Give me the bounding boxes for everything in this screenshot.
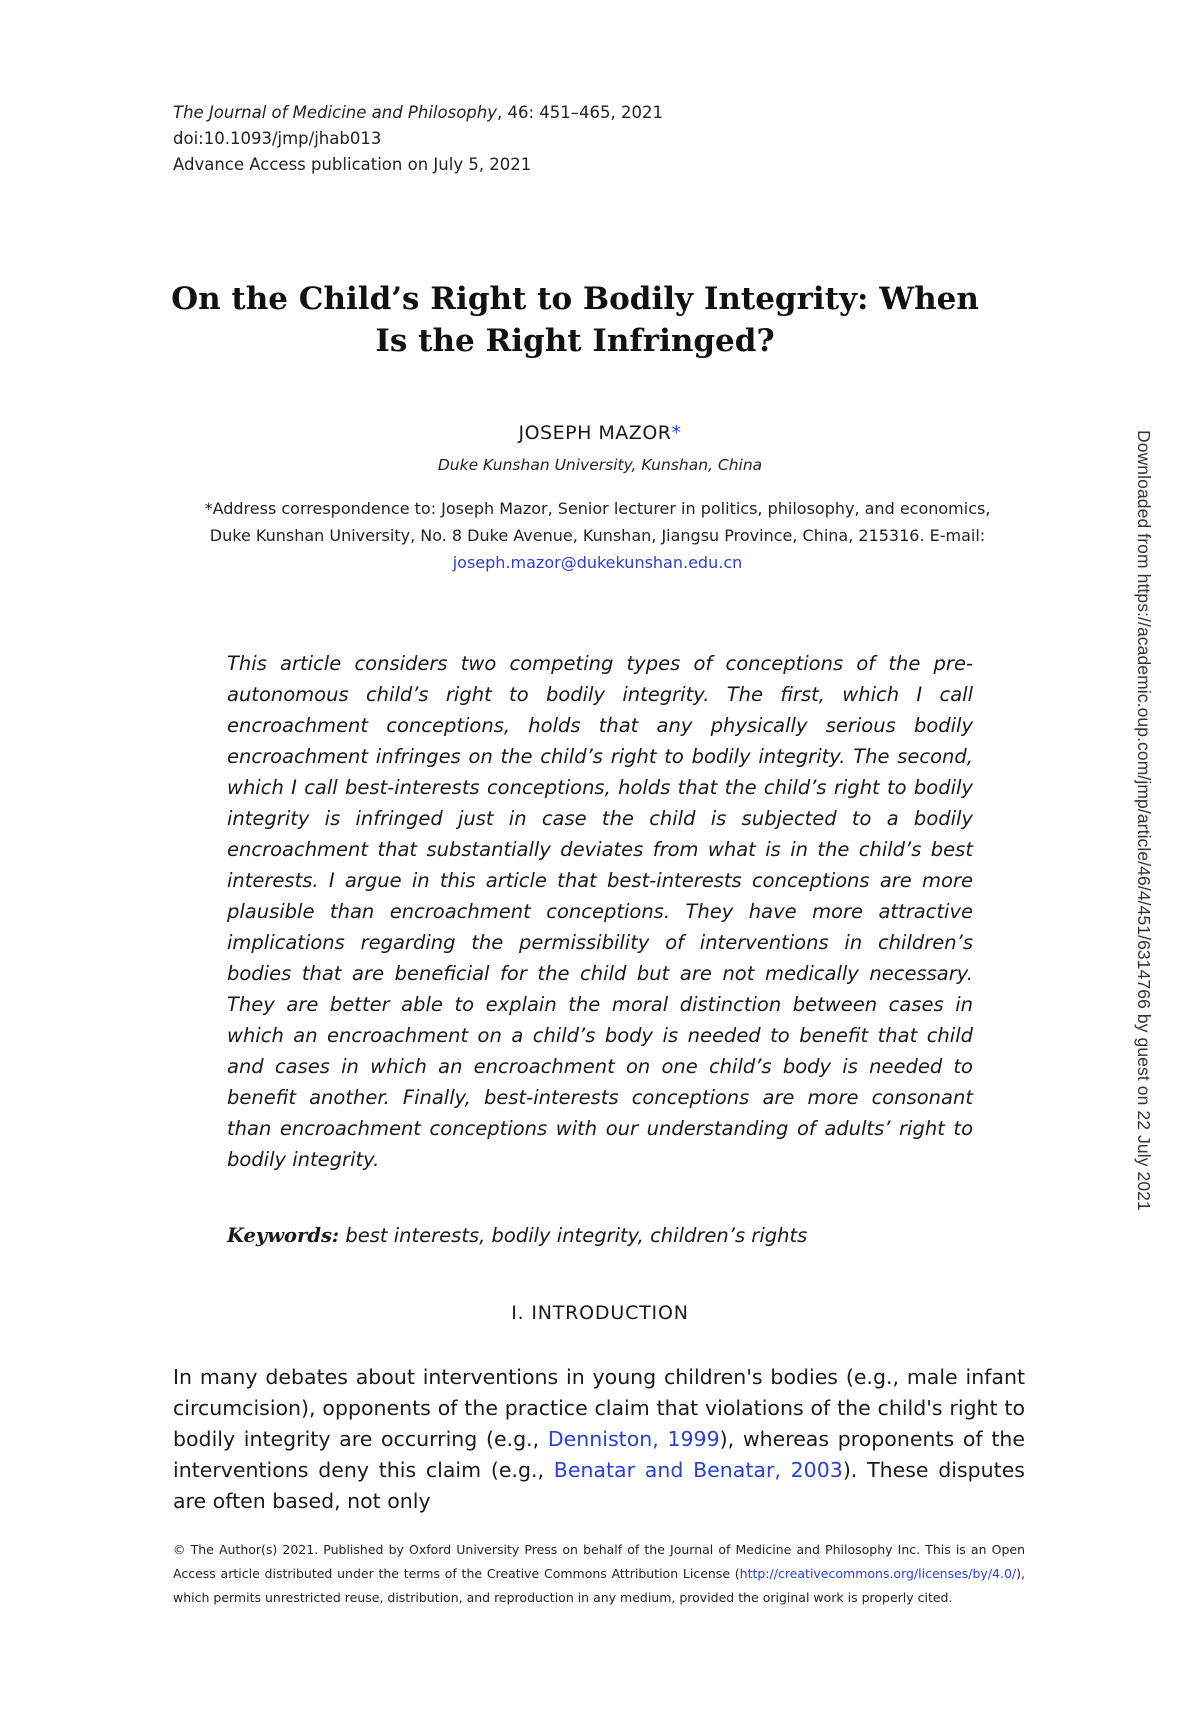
journal-doi: doi:10.1093/jmp/jhab013: [173, 129, 382, 148]
abstract-text: This article considers two competing types of conceptions of the pre-autonomous child’s right to bodily integrity. The first, which I call encroachment conceptions, holds that any physically serious bodily encroachment infringes on the child’s right to bodily integrity. The second, which I call best-interests conceptions, holds that the child’s right to bodily integrity is infringed just in case the child is subjected to a bodily encroachment that substantially deviates from what is in the child’s best interests. I argue in this article that best-interests conceptions are more plausible than encroachment conceptions. They have more attractive implications regarding the permissibility of interventions in children’s bodies that are beneficial for the child but are not medically necessary. They are better able to explain the moral distinction between cases in which an encroachment on a child’s body is needed to benefit that child and cases in which an encroachment on one child’s body is needed to benefit another. Finally, best-interests conceptions are more consonant than encroachment conceptions with our understanding of adults’ right to bodily integrity.: [227, 652, 973, 1171]
author-affiliation: Duke Kunshan University, Kunshan, China: [437, 456, 763, 474]
intro-text-2: ), whereas proponents of the interventions deny this claim (e.g.,: [173, 1427, 1025, 1482]
section-heading-introduction: I. INTRODUCTION: [511, 1302, 689, 1324]
license-link[interactable]: http://creativecommons.org/licenses/by/4.0/: [739, 1566, 1017, 1581]
journal-header: [173, 100, 663, 178]
keywords-label: Keywords:: [227, 1224, 340, 1247]
journal-name: The Journal of Medicine and Philosophy: [173, 103, 497, 122]
download-notice: Downloaded from https://academic.oup.com/jmp/article/46/4/451/6314766 by guest on 22 July 2021: [1134, 430, 1154, 1211]
author-footnote-mark[interactable]: *: [671, 422, 682, 444]
keywords-list: best interests, bodily integrity, children’s rights: [345, 1224, 808, 1247]
citation-link-benatar[interactable]: Benatar and Benatar, 2003: [553, 1458, 843, 1482]
journal-citation: , 46: 451–465, 2021: [496, 103, 663, 122]
copyright-footnote: [173, 1538, 1025, 1610]
intro-text-1: In many debates about interventions in young children's bodies (e.g., male infant circumcision), opponents of the practice claim that violations of the child's right to bodily integrity are occurring (e.g.,: [173, 1365, 1025, 1451]
download-sidebar: [1128, 430, 1158, 1280]
keywords-line: [227, 1224, 987, 1247]
footnote-text-1: © The Author(s) 2021. Published by Oxford University Press on behalf of the Journal of Medicine and Philosophy Inc. This is an Open Access article distributed under the terms of the Creative Commons Attribution License (: [173, 1542, 1025, 1581]
journal-citation-line: [173, 100, 663, 126]
advance-access-line: Advance Access publication on July 5, 2021: [173, 155, 532, 174]
citation-link-denniston[interactable]: Denniston, 1999: [547, 1427, 720, 1451]
email-link[interactable]: joseph.mazor@dukekunshan.edu.cn: [452, 553, 743, 572]
correspondence-text: *Address correspondence to: Joseph Mazor, Senior lecturer in politics, philosophy, and economics, Duke Kunshan University, No. 8 Duke Avenue, Kunshan, Jiangsu Province, China, 215316. E-mail:: [204, 499, 991, 545]
intro-text-3: ). These disputes are often based, not only: [173, 1458, 1025, 1513]
correspondence-note: [190, 495, 1005, 576]
footnote-text-2: ), which permits unrestricted reuse, distribution, and reproduction in any medium, provided the original work is properly cited.: [173, 1566, 1025, 1605]
author-name: JOSEPH MAZOR: [518, 422, 672, 444]
article-title: On the Child’s Right to Bodily Integrity: When Is the Right Infringed?: [171, 281, 979, 359]
author-line: [0, 422, 1200, 444]
introduction-paragraph: [173, 1362, 1025, 1517]
